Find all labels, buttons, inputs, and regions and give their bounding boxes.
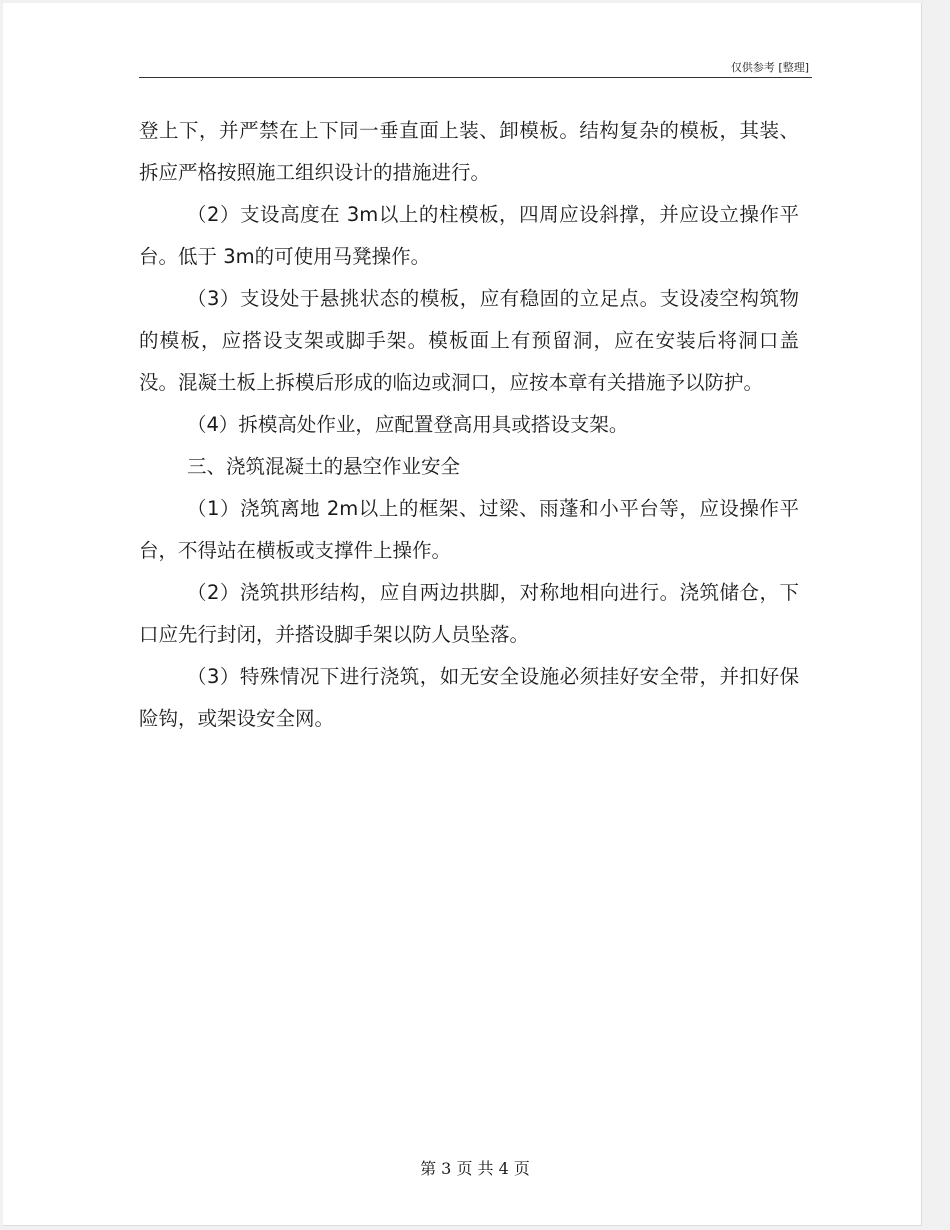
paragraph-section3-item-3: （3）特殊情况下进行浇筑，如无安全设施必须挂好安全带，并扣好保险钩，或架设安全网。 [139, 665, 799, 730]
paragraph-continuation: 登上下，并严禁在上下同一垂直面上装、卸模板。结构复杂的模板，其装、拆应严格按照施工组织设计的措施进行。 [139, 119, 799, 184]
paragraph-section3-item-1: （1）浇筑离地 2m以上的框架、过梁、雨蓬和小平台等，应设操作平台，不得站在横板或支撑件上操作。 [139, 497, 799, 562]
paragraph-section3-item-2: （2）浇筑拱形结构，应自两边拱脚，对称地相向进行。浇筑储仓，下口应先行封闭，并搭设脚手架以防人员坠落。 [139, 581, 799, 646]
section-heading: 三、浇筑混凝土的悬空作业安全 [187, 455, 461, 478]
header-divider [139, 77, 812, 78]
header-note: 仅供参考 [整理] [730, 61, 809, 74]
paragraph-item-4: （4）拆模高处作业，应配置登高用具或搭设支架。 [187, 413, 629, 436]
paragraph-item-3: （3）支设处于悬挑状态的模板，应有稳固的立足点。支设凌空构筑物的模板，应搭设支架或脚手架。模板面上有预留洞，应在安装后将洞口盖没。混凝土板上拆模后形成的临边或洞口，应按本章有关措施予以防护。 [139, 287, 799, 394]
paragraph-item-2: （2）支设高度在 3m以上的柱模板，四周应设斜撑，并应设立操作平台。低于 3m的可使用马凳操作。 [139, 203, 799, 268]
page-number-footer: 第 3 页 共 4 页 [420, 1159, 530, 1178]
document-body [139, 110, 799, 740]
document-page [3, 3, 922, 1226]
